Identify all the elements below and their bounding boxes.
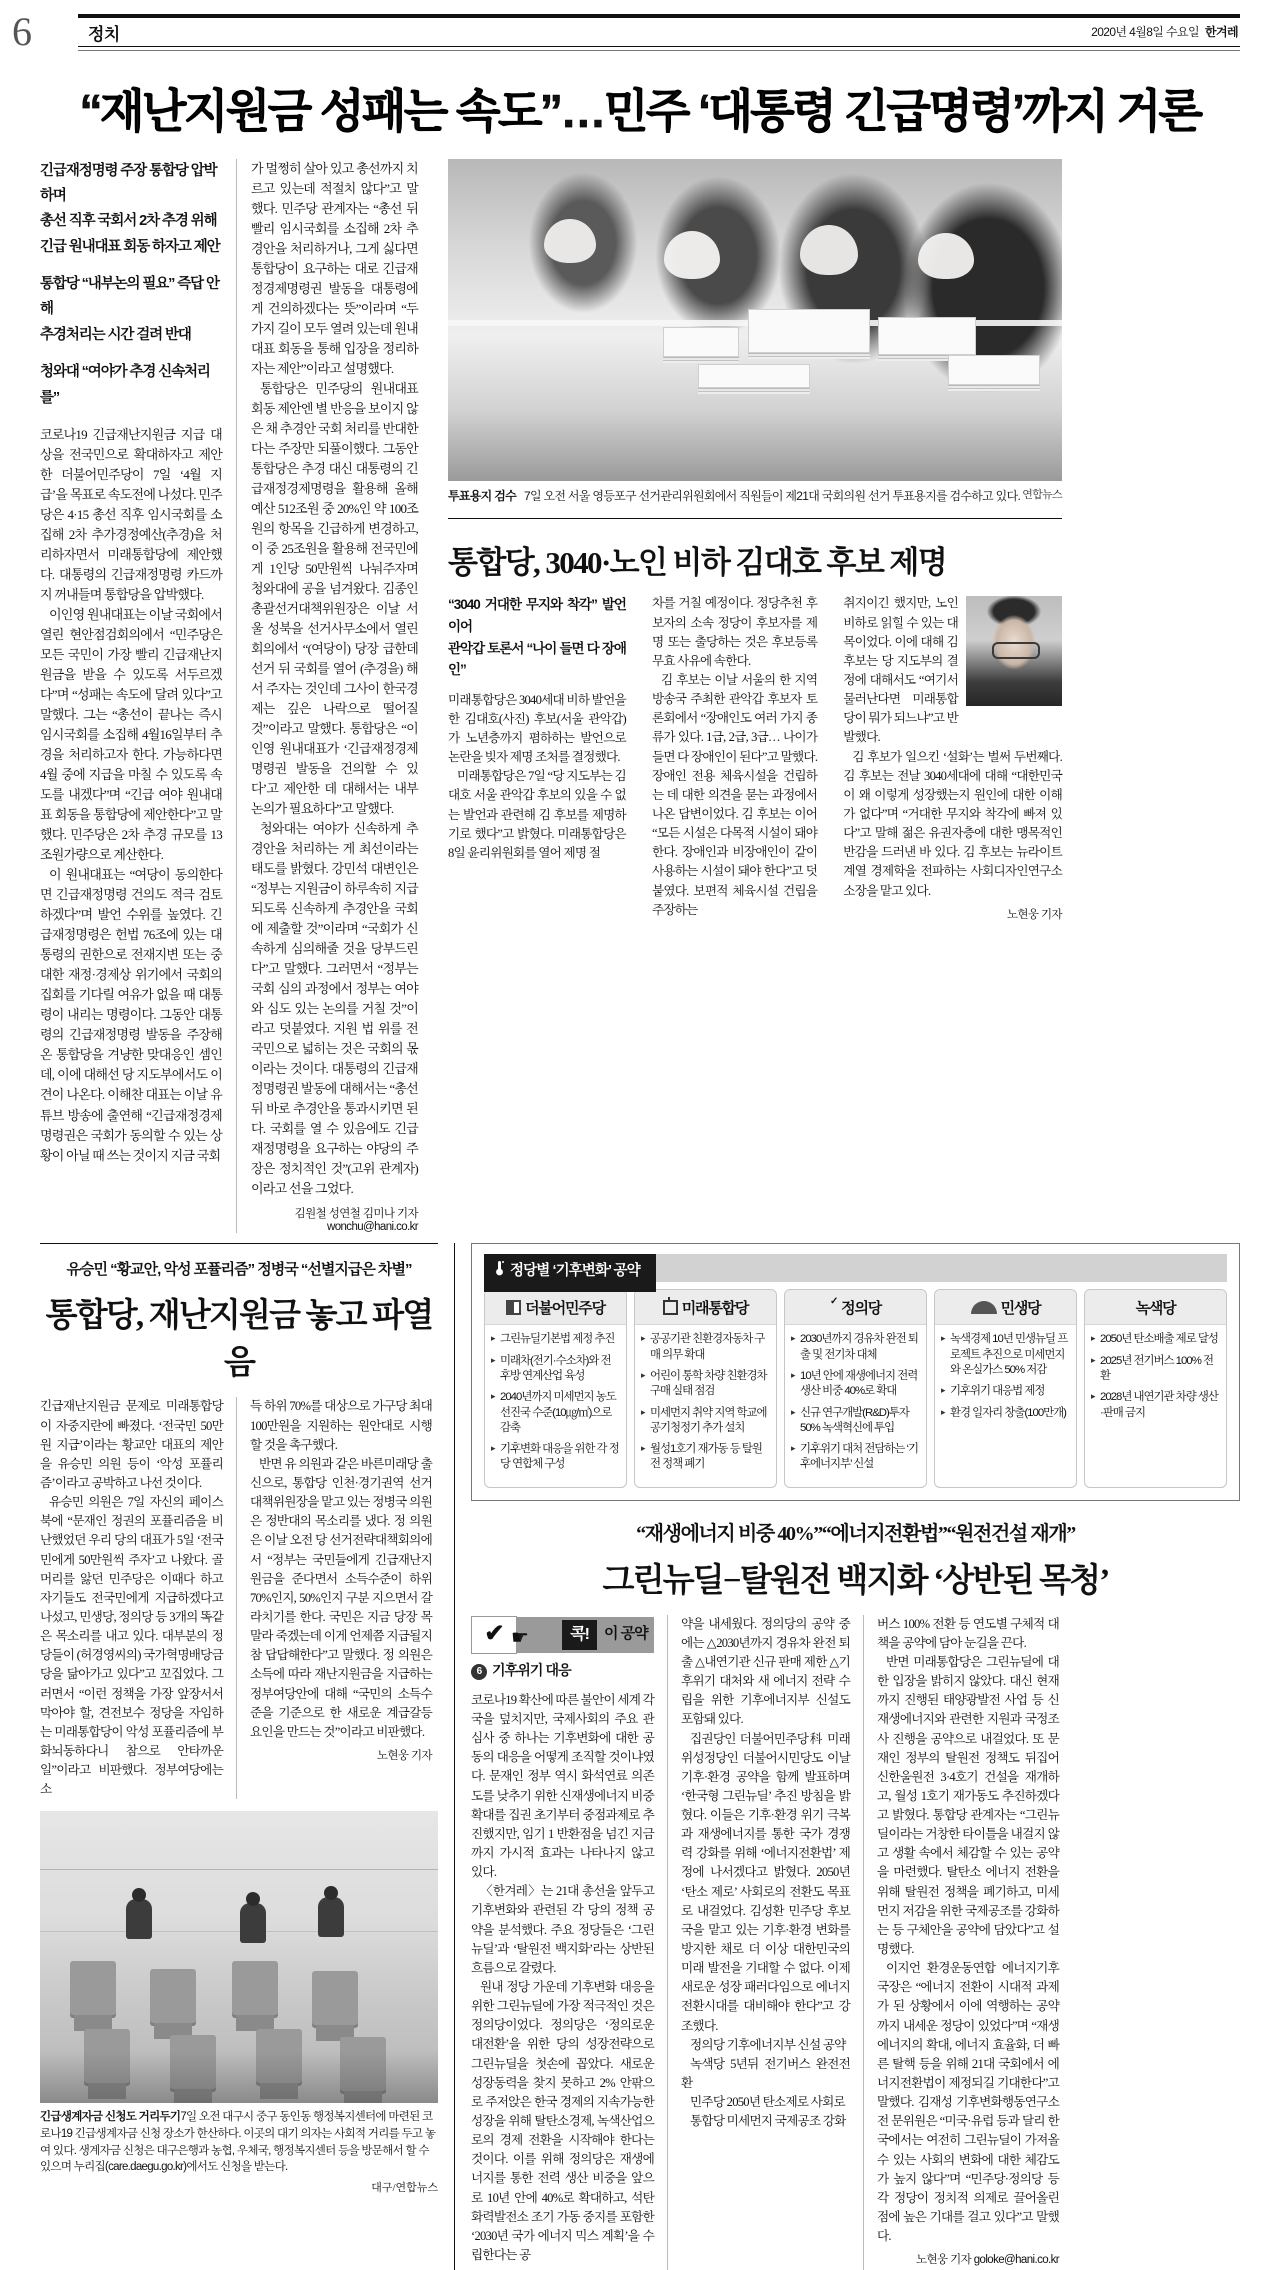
- lead-byline: 김원철 성연철 김미나 기자 wonchu@hani.co.kr: [294, 1208, 418, 1234]
- pledge-item: ▸ 월성1호기 재가동 등 탈원전 정책 폐기: [641, 1442, 770, 1473]
- gnd-text-2: 약을 내세웠다. 정의당의 공약 중에는 △2030년까지 경유차 완전 퇴출 △내연기관 신규 판매 제한 △기후위기 대처와 새 에너지 전략 수립을 위한 기후에너지부 신설도 포함돼 있다. 집권당인 더불어민주당科 미래위성정당인 더불어시민당도 이날 기후·환경 공약을 함께 발표하며 ‘한국형 그린뉴딜’ 추진 방침을 밝혔다. 이들은 기후·환경 위기 극복과 재생에너지를 통한 국가 경쟁력 강화를 위해 ‘에너지전환법’ 제정에 나서겠다고 밝혔다. 2050년 ‘탄소 제로’ 사회로의 전환도 목표로 내걸었다. 김성환 민주당 후보국을 맡고 있는 기후·환경 변화를 방지한 채로 더 이상 대한민국의 미래 발전을 기대할 수 없다. 이제 새로운 성장 패러다임으로 에너지 전환시대를 대비해야 한다”고 강조했다. 정의당 기후에너지부 신설 공약 녹색당 5년뒤 전기버스 완전전환 민주당 2050년 탄소제로 사회로 통합당 미세먼지 국제공조 강화: [681, 1616, 850, 2129]
- kok-item: [471, 1660, 654, 1681]
- daegu-photo-caption: [40, 2109, 438, 2176]
- party-card-justice: [784, 1289, 927, 1487]
- yoo-body: [40, 1397, 438, 1799]
- pledge-item: ▸ 신규 연구개발(R&D)투자 50% 녹색혁신에 투입: [791, 1406, 920, 1437]
- party-name-united-future: [635, 1290, 776, 1325]
- kim-column-1: [448, 594, 639, 924]
- pledge-item: ▸ 기후위기 대응법 제정: [941, 1384, 1070, 1399]
- pledge-item: ▸ 공공기관 친환경자동차 구매 의무 확대: [641, 1332, 770, 1363]
- dateline: [1091, 23, 1238, 40]
- pledge-item: ▸ 10년 안에 재생에너지 전력생산 비중 40%로 확대: [791, 1369, 920, 1400]
- kim-text-2: 차를 거칠 예정이다. 정당추천 후보자의 소속 정당이 후보자를 제명 또는 출당하는 것은 후보등록 무효 사유에 속한다. 김 후보는 이날 서울의 한 지역방송국 주최한 관악갑 후보자 토론회에서 “장애인도 여러 가지 종류가 있다. 1급, 2급, 3급… 나이가 들면 다 장애인이 된다”고 말했다. 장애인 전용 체육시설을 건립하는 데 대한 의견을 묻는 과정에서 나온 답변이었다. 김 후보는 이어 “모든 시설은 다목적 시설이 돼야 한다. 장애인과 비장애인이 같이 사용하는 시설이 돼야 한다”고 덧붙였다. 보편적 체육시설 건립을 주장하는: [651, 596, 818, 917]
- gnd-text-1: 코로나19 확산에 따른 불안이 세계 각국을 덮치지만, 국제사회의 주요 관심사 중 하나는 기후변화에 대한 공동의 대응을 어떻게 조직할 것이냐였다. 문재인 정부 역시 화석연료 의존도를 낮추기 위한 신재생에너지 비중 확대를 집권 초기부터 중점과제로 추진했지만, 임기 1 반환점을 넘긴 지금까지 가시적 효과는 나타나지 않고 있다. 〈한겨레〉는 21대 총선을 앞두고 기후변화와 관련된 각 당의 정책 공약을 분석했다. 주요 정당들은 ‘그린뉴딜’과 ‘탈원전 백지화’라는 상반된 흐름으로 갈렸다. 원내 정당 가운데 기후변화 대응을 위한 그린뉴딜에 가장 적극적인 것은 정의당이었다. 정의당은 ‘정의로운 대전환’을 위한 당의 성장전략으로 그린뉴딜을 첫손에 꼽았다. 새로운 성장동력을 찾지 못하고 2% 안팎으로 주저앉은 한국 경제의 지속가능한 성장을 위해 탈탄소경제, 녹색산업으로의 경제 전환을 시작해야 한다는 것이다. 이를 위해 정의당은 재생에너지를 통한 전력 생산 비중을 앞으로 10년 안에 40%로 확대하고, 석탄화력발전소 조기 가동 중지를 포함한 ‘2030년 국가 에너지 믹스 계획’을 수립한다는 공: [471, 1692, 654, 2262]
- party-card-united-future: [634, 1289, 777, 1487]
- party-name-democratic: [485, 1290, 626, 1325]
- party-pledges-united-future: [635, 1325, 776, 1486]
- kok-pledge-box: [471, 1617, 654, 1681]
- lead-kicker: [40, 159, 222, 411]
- gnd-text-3: 버스 100% 전환 등 연도별 구체적 대책을 공약에 담아 눈길을 끈다. 반면 미래통합당은 그린뉴딜에 대한 입장을 밝히지 않았다. 대신 현재까지 진행된 태양광발전 사업 등 신재생에너지와 관련한 지원과 국정조사 진행을 공약으로 내걸었다. 또 문재인 정부의 탈원전 정책도 뒤집어 신한울원전 3·4호기 건설을 재개하고, 월성 1호기 재가동도 추진하겠다고 밝혔다. 통합당 관계자는 “그린뉴딜이라는 거창한 타이틀을 내걸지 않고 생활 속에서 체감할 수 있는 공약을 마련했다. 탈탄소 에너지 전환을 위해 탈원전 정책을 폐기하고, 미세먼지 저감을 위한 국제공조를 강화하는 등 구체안을 공약에 담았다”고 설명했다. 이지언 환경운동연합 에너지기후국장은 “에너지 전환이 시대적 과제가 된 상황에서 이에 역행하는 공약까지 내세운 정당이 있었다”며 “재생에너지의 확대, 에너지 효율화, 더 빠른 탈핵 등을 위해 21대 국회에서 에너지전환법이 제정되길 기대한다”고 말했다. 김재성 기후변화행동연구소 전 문위원은 “미국·유럽 등과 달리 한국에서는 여전히 그린뉴딜이 가져올 수 있는 사회의 변화에 대한 체감도가 높지 않다”며 “민주당·정의당 등 각 정당이 정치적 의제로 끌어올린 점에 높은 기대를 걸고 있다”고 말했다.: [877, 1616, 1059, 2244]
- lead-text-2: 가 멀쩡히 살아 있고 총선까지 치르고 있는데 적절치 않다”고 말했다. 민주당 관계자는 “총선 뒤 빨리 임시국회를 소집해 2차 추경안을 처리하거나, 그게 싫다면 통합당이 요구하는 대로 긴급재정경제명령권 발동을 대통령에게 건의하겠다는 뜻”이라며 “두가지 길이 모두 열려 있는데 원내대표 회동을 통해 입장을 정리하자는 제안”이라고 설명했다. 통합당은 민주당의 원내대표 회동 제안엔 별 반응을 보이지 않은 채 추경안 국회 처리를 반대한다는 주장만 되풀이했다. 그동안 통합당은 추경 대신 대통령의 긴급재정경제명령을 활용해 올해 예산 512조원 중 20%인 약 100조원의 항목을 긴급하게 변경하고, 이 중 25조원을 활용해 전국민에게 1인당 50만원씩 나눠주자며 청와대에 공을 넘겨왔다. 김종인 총괄선거대책위원장은 이날 서울 성북을 선거사무소에서 열린 회의에서 “(여당이) 당장 급한데 선거 뒤 국회를 열어 (추경을) 해서 주자는 것인데 그사이 한국경제는 깊은 나락으로 떨어질 것”이라고 말했다. 통합당은 “이인영 원내대표가 ‘긴급재정경제명령권 발동을 건의할 수 있다’고 제안한 데 대해서는 내부 논의가 필요하다”고 말했다. 청와대는 여야가 신속하게 추경안을 처리하는 게 최선이라는 태도를 밝혔다. 강민석 대변인은 “정부는 지원금이 하루속히 지급되도록 신속하게 추경안을 국회에 제출할 것”이라며 “국회가 신속하게 심의해줄 것을 당부드린다”고 말했다. 그러면서 “정부는 국회 심의 과정에서 정부는 여야와 심도 있는 논의를 거칠 것”이라고 덧붙였다. 지원 법 위를 전국민으로 넓히는 것은 국회의 몫이라는 것이다. 대통령의 긴급재정명령권 발동에 대해서는 “총선 뒤 바로 추경안을 통과시키면 된다. 국회를 열 수 있음에도 긴급재정명령을 요구하는 야당의 주장은 정치적인 것”(고위 관계자)이라고 선을 그었다.: [251, 160, 418, 1197]
- united-future-party-logo-icon: [663, 1300, 678, 1315]
- kok-label: 이 공약: [603, 1625, 648, 1643]
- article-green-new-deal: [471, 1517, 1240, 2270]
- pledge-item: ▸ 환경 일자리 창출(100만개): [941, 1406, 1070, 1421]
- kok-item-text: 기후위기 대응: [492, 1661, 571, 1678]
- pledge-item: ▸ 그린뉴딜기본법 제정 추진: [491, 1332, 620, 1347]
- party-label: 미래통합당: [681, 1300, 749, 1318]
- party-label: 정의당: [841, 1300, 882, 1318]
- gnd-kicker: “재생에너지 비중 40%”“에너지전환법”“원전건설 재개”: [636, 1522, 1075, 1545]
- kok-item-number: 6: [471, 1664, 487, 1680]
- lead-photo-credit: 연합뉴스: [1022, 488, 1062, 501]
- party-label: 녹색당: [1135, 1300, 1176, 1318]
- party-label: 더불어민주당: [525, 1300, 605, 1318]
- pledge-item: ▸ 미세먼지 취약 지역 학교에 공기청정기 추가 설치: [641, 1406, 770, 1437]
- lead-photo-column: [432, 159, 1062, 1234]
- masthead-rule-top: [78, 14, 1240, 18]
- lower-left-column: [40, 1243, 454, 2269]
- kim-headline: 통합당, 3040·노인 비하 김대호 후보 제명: [448, 545, 947, 581]
- pledge-item: ▸ 2030년까지 경유차 완전 퇴출 및 전기차 대체: [791, 1332, 920, 1363]
- pointing-hand-icon: ☛: [511, 1627, 529, 1650]
- party-name-green: [1085, 1290, 1226, 1325]
- ballot-inspection-photo: [448, 159, 1062, 481]
- pledge-item: ▸ 어린이 통학 차량 친환경차 구매 실태 점검: [641, 1369, 770, 1400]
- pledge-item: ▸ 기후위기 대처 전담하는 ‘기후에너지부’ 신설: [791, 1442, 920, 1473]
- party-pledges-democratic: [485, 1325, 626, 1486]
- pledge-item: ▸ 2025년 전기버스 100% 전환: [1091, 1354, 1220, 1385]
- lead-column-1: [40, 159, 236, 1234]
- party-card-democratic: [484, 1289, 627, 1487]
- yoo-column-2: [236, 1397, 432, 1799]
- lead-text-1: 코로나19 긴급재난지원금 지급 대상을 전국민으로 확대하자고 제안한 더불어민주당이 7일 ‘4월 지급’을 목표로 속도전에 나섰다. 민주당은 4·15 총선 직후 임시국회를 소집해 2차 추가경정예산(추경)을 처리하자면서 미래통합당에 제안했다. 대통령의 긴급재정명령 카드까지 꺼내들며 통합당을 압박했다. 이인영 원내대표는 이날 국회에서 열린 현안점검회의에서 “민주당은 모든 국민이 가장 빨리 긴급재난지원금을 받을 수 있도록 서두르겠다”며 “성패는 속도에 달려 있다”고 말했다. 그는 “총선이 끝나는 즉시 임시국회를 소집해 4월16일부터 추경을 처리하고자 한다. 가능하다면 4월 중에 지급을 마칠 수 있도록 속도를 내겠다”며 “긴급 여야 원내대표 회동을 통합당에 제안한다”고 말했다. 민주당은 2차 추경 규모를 13조원가량으로 계산한다. 이 원내대표는 “여당이 동의한다면 긴급재정명령 건의도 적극 검토하겠다”며 발언 수위를 높였다. 긴급재정명령은 헌법 76조에 있는 대통령의 권한으로 전재지변 또는 중대한 재정·경제상 위기에서 국회의 집회를 기다릴 여유가 없을 때 대통령이 내리는 명령이다. 그동안 대통령의 긴급재정명령 발동을 주장해온 통합당을 겨냥한 맞대응인 셈인데, 이에 대해선 당 지도부에서도 이견이 나온다. 이해찬 대표는 이날 유튜브 방송에 출연해 “긴급재정경제명령권은 국회가 동의할 수 있는 상황이 아닐 때 쓰는 것이지 지금 국회: [40, 426, 222, 1163]
- article-kim-daeho: [448, 518, 1062, 924]
- kok-bar: [471, 1617, 654, 1653]
- kim-daeho-mugshot: [966, 596, 1062, 706]
- kim-body: [448, 594, 1062, 924]
- justice-party-logo-icon: ✓: [829, 1296, 838, 1308]
- kim-text-1: 미래통합당은 3040세대 비하 발언을 한 김대호(사진) 후보(서울 관악갑)가 노년층까지 폄하하는 발언으로 논란을 빚자 제명 조처를 결정했다. 미래통합당은 7일 “당 지도부는 김대호 서울 관악갑 후보의 있을 수 없는 발언과 관련해 김 후보를 제명하기로 했다”고 밝혔다. 미래통합당은 8일 윤리위원회를 열어 제명 절: [448, 692, 626, 860]
- yoo-column-1: 긴급재난지원금 문제로 미래통합당이 자중지란에 빠졌다. ‘전국민 50만원 지급’이라는 황교안 대표의 제안을 유승민 의원 등이 ‘악성 포퓰리즘’이라고 공박하고 나선 것이다. 유승민 의원은 7일 자신의 페이스북에 “문재인 정권의 포퓰리즘을 비난했었던 우리 당의 대표가 5일 ‘전국민에게 50만원씩 주자’고 나왔다. 골머리를 앓던 민주당은 이때다 하고 자기들도 전국민에게 지급하겠다고 나섰고, 민생당, 정의당 등 3개의 똑같은 목소리를 내고 있다. 대부분의 정당들이 (허경영씨의) 국가혁명배당금당을 닮아가고 있다”고 꼬집었다. 그러면서 “이런 정책을 가장 앞장서서 막아야 할, 견전보수 정당을 자임하는 미래통합당이 악성 포퓰리즘에 부화뇌동하다니 참으로 안타까운 일”이라고 비판했다. 정부여당에는 소: [40, 1399, 223, 1797]
- party-name-justice: [785, 1290, 926, 1325]
- daegu-center-photo: [40, 1811, 438, 2103]
- pledge-item: ▸ 2050년 탄소배출 제로 달성: [1091, 1332, 1220, 1347]
- gnd-byline: 노현웅 기자 goloke@hani.co.kr: [916, 2254, 1059, 2267]
- yoo-text-2: 득 하위 70%를 대상으로 가구당 최대 100만원을 지원하는 원안대로 시행할 것을 촉구했다. 반면 유 의원과 같은 바른미래당 출신으로, 통합당 인천·경기권역 선거대책위원장을 맡고 있는 정병국 의원은 정반대의 목소리를 냈다. 정 의원은 이날 오전 당 선거전략대책회의에서 “정부는 국민들에게 긴급재난지원금을 준다면서 소득수준이 하위 70%인지, 50%인지 구분 지으면서 갈라치기를 한다. 국민은 지금 당장 목말라 죽겠는데 이게 언제쯤 지급될지 참 답답해한다”고 말했다. 정 의원은 소득에 따라 재난지원금을 지급하는 정부여당안에 대해 “국민의 소득수준을 기준으로 한 새로운 계급갈등 요인을 만드는 것”이라고 비판했다.: [250, 1399, 432, 1739]
- lead-photo-caption: [448, 488, 1062, 505]
- pledge-item: ▸ 2028년 내연기관 차량 생산·판매 금지: [1091, 1390, 1220, 1421]
- page-folio: 6: [12, 9, 32, 54]
- lead-photo-caption-text: 7일 오전 서울 영등포구 선거관리위원회에서 직원들이 제21대 국회의원 선거 투표용지를 검수하고 있다.: [524, 488, 1021, 503]
- kim-byline: 노현웅 기자: [1006, 908, 1062, 921]
- yoo-byline: 노현웅 기자: [376, 1749, 432, 1762]
- masthead: [12, 0, 1240, 60]
- gnd-column-1: [471, 1615, 667, 2270]
- infographic-title: [484, 1254, 656, 1292]
- gnd-body: [471, 1615, 1240, 2270]
- lead-photo-caption-title: 투표용지 검수: [448, 488, 516, 503]
- climate-pledge-infographic: [471, 1243, 1240, 1500]
- kok-badge: 콕!: [562, 1620, 597, 1650]
- dateline-date: 2020년 4월8일 수요일: [1091, 25, 1200, 39]
- masthead-rule-bottom: [78, 46, 1240, 47]
- party-card-minsaeng: [934, 1289, 1077, 1487]
- lower-section: [40, 1243, 1240, 2269]
- lead-kicker-line-2: 통합당 “내부논의 필요” 즉답 안해 추경처리는 시간 걸려 반대: [40, 276, 219, 343]
- section-label: 정치: [88, 25, 120, 44]
- gnd-column-3: [863, 1615, 1059, 2270]
- checkmark-icon: ✔: [471, 1616, 517, 1654]
- party-label: 민생당: [1000, 1300, 1041, 1318]
- kim-text-3: 취지이긴 했지만, 노인 비하로 읽힐 수 있는 대목이었다. 이에 대해 김 후보는 당 지도부의 결정에 대해서도 “여기서 물러난다면 미래통합당이 뭐가 되느냐”고 반발했다. 김 후보가 일으킨 ‘설화’는 벌써 두번째다. 김 후보는 전날 3040세대에 대해 “대한민국이 왜 이렇게 성장했는지 원인에 대한 이해가 없다”며 “거대한 무지와 착각에 빠져 있다”고 말해 젊은 유권자층에 대한 맹목적인 반감을 드러낸 바 있다. 김 후보는 뉴라이트 계열 경제학을 전파하는 사회디자인연구소 소장을 맡고 있다.: [843, 596, 1062, 898]
- infographic-title-text: 정당별 ‘기후변화’ 공약: [510, 1263, 640, 1280]
- party-pledges-minsaeng: [935, 1325, 1076, 1434]
- pledge-item: ▸ 미래차(전기·수소차)와 전후방 연계산업 육성: [491, 1354, 620, 1385]
- infographic-header-bar: [484, 1254, 1227, 1282]
- pledge-item: ▸ 2040년까지 미세먼지 농도 선진국 수준(10㎍/㎥)으로 감축: [491, 1390, 620, 1436]
- masthead-brand: 한겨레: [1205, 25, 1238, 39]
- party-pledges-justice: [785, 1325, 926, 1486]
- minsaeng-party-logo-icon: [971, 1301, 997, 1314]
- party-name-minsaeng: [935, 1290, 1076, 1325]
- democratic-party-logo-icon: [506, 1300, 521, 1315]
- yoo-kicker: 유승민 “황교안, 악성 포퓰리즘” 정병국 “선별지급은 차별”: [66, 1261, 412, 1279]
- masthead-rule-bottom-thin: [78, 50, 1240, 51]
- lead-headline: “재난지원금 성패는 속도”…민주 ‘대통령 긴급명령’까지 거론: [79, 85, 1201, 137]
- thermometer-icon: [494, 1260, 505, 1282]
- party-columns: [484, 1289, 1227, 1487]
- daegu-photo-credit: 대구/연합뉴스: [371, 2182, 438, 2195]
- lower-right-column: [454, 1243, 1240, 2269]
- lead-column-2: [236, 159, 432, 1234]
- gnd-column-2: [667, 1615, 863, 2270]
- kim-column-2: [639, 594, 830, 924]
- daegu-caption-title: 긴급생계자금 신청도 거리두기: [40, 2111, 181, 2124]
- lead-kicker-line-1: 긴급재정명령 주장 통합당 압박하며 총선 직후 국회서 2차 추경 위해 긴급 원내대표 회동 하자고 제안: [40, 162, 220, 255]
- gnd-headline: 그린뉴딜−탈원전 백지화 ‘상반된 목청’: [602, 1562, 1109, 1599]
- pledge-item: ▸ 녹색경제 10년 민생뉴딜 프로젝트 추진으로 미세먼지와 온실가스 50% 저감: [941, 1332, 1070, 1378]
- article-yoo: [40, 1244, 438, 1799]
- pledge-item: ▸ 기후변화 대응을 위한 각 정당 연합체 구성: [491, 1442, 620, 1473]
- kim-subhead: “3040 거대한 무지와 착각” 발언 이어 관악갑 토론서 “나이 들면 다 장애인”: [448, 597, 626, 678]
- kim-column-3: [830, 594, 1062, 924]
- party-pledges-green: [1085, 1325, 1226, 1434]
- yoo-headline: 통합당, 재난지원금 놓고 파열음: [45, 1298, 433, 1382]
- lead-kicker-line-3: 청와대 “여야가 추경 신속처리를”: [40, 364, 210, 406]
- daegu-caption-text: 7일 오전 대구시 중구 동인동 행정복지센터에 마련된 코로나19 긴급생계자금 신청 장소가 한산하다. 이곳의 대기 의자는 사회적 거리를 두고 놓여 있다. 생계자금 신청은 대구은행과 농협, 우체국, 행정복지센터 등을 방문해서 할 수 있으며 누리집(care.daegu.go.kr)에서도 신청을 받는다.: [40, 2111, 436, 2174]
- lead-article-body: [40, 159, 1240, 1234]
- party-card-green: [1084, 1289, 1227, 1487]
